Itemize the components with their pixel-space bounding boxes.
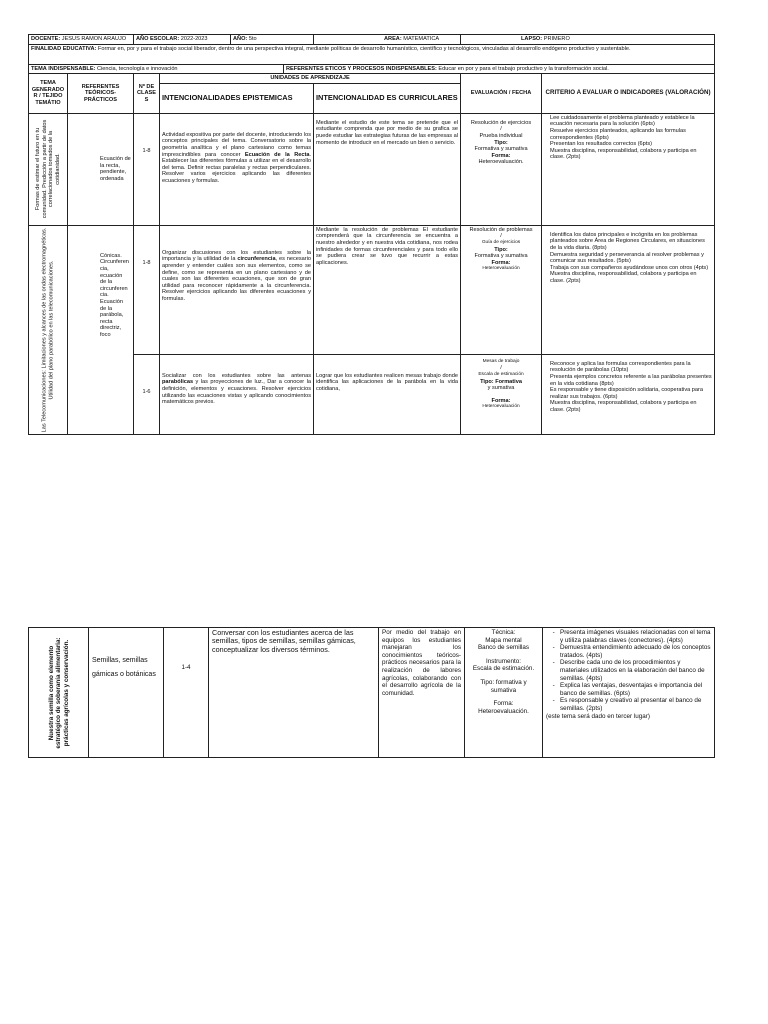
anio-escolar-value: 2022-2023 <box>180 36 208 42</box>
header-row <box>29 35 715 45</box>
eval-tipo: y sumativa <box>487 385 515 392</box>
criterio-item: • Reconoce y aplica las formulas correspondientes para la resolución de parábolas (10pts) <box>550 361 712 374</box>
eval-instrumento: Prueba individual <box>479 132 523 139</box>
eval-separator: / <box>500 365 502 372</box>
finalidad-row <box>29 44 715 64</box>
anio-value: 5to <box>248 36 257 42</box>
referentes-cell: Semillas, semillas gámicas o botánicas <box>89 628 164 758</box>
epistemica-bold: parabólicas <box>162 379 194 386</box>
eval-instrumento: Escala de estimación. <box>472 665 535 673</box>
finalidad-cell <box>29 44 715 64</box>
docente-value: JESUS RAMON ARAUJO <box>61 36 127 42</box>
anio-escolar-label: AÑO ESCOLAR: <box>136 36 180 42</box>
referentes-text: Cónicas. Circunferencia, ecuación de la circunferencia. Ecuación de la parábola, recta directriz, foco <box>100 252 129 338</box>
lapso-value: PRIMERO <box>543 36 570 42</box>
criterio-item: • Trabaja con sus compañeros ayudándose unos con otros (4pts) <box>550 265 712 272</box>
curricular-cell: Lograr que los estudiantes realicen mesas trabajo donde identifica las aplicaciones de la parábola en la vida cotidiana, <box>314 354 461 434</box>
col-curriculares-header: INTENCIONALIDAD ES CURRICULARES <box>314 83 461 113</box>
referentes-eticos-label: REFERENTES ETICOS Y PROCESOS INDISPENSABLES: <box>286 65 437 72</box>
evaluacion-cell <box>461 354 542 434</box>
tema-cell <box>29 113 68 225</box>
criterio-item: - Demuestra entendimiento adecuado de los conceptos tratados. (4pts) <box>560 644 711 659</box>
criterio-list <box>546 629 711 713</box>
eval-tecnica-label: Técnica: <box>491 629 516 636</box>
eval-tecnica: Mesas de trabajo <box>482 358 520 364</box>
epistemica-text: Organizar discusiones con los estudiantes sobre la importancia y la utilidad de la <box>162 249 311 263</box>
referentes-cell <box>68 113 134 225</box>
criterio-cell <box>542 113 715 225</box>
eval-tecnica: Resolución de ejercicios <box>470 119 532 126</box>
eval-forma: Heteroevaluación <box>482 404 520 410</box>
clases-cell: 1-8 <box>134 113 160 225</box>
criterio-item: • Presentan los resultados correctos (6pts) <box>550 141 712 148</box>
referentes-eticos-value: Educar en por y para el trabajo productivo y la transformación social. <box>438 65 609 72</box>
criterio-item: - Explica las ventajas, desventajas e importancia del banco de semillas. (6pts) <box>560 682 711 697</box>
epistemica-bold: circunferencia <box>237 256 276 263</box>
eval-separator: / <box>500 126 502 133</box>
eval-tipo: Tipo: formativa y sumativa <box>480 678 527 694</box>
epistemica-bold: Ecuación de la Recta <box>244 151 310 158</box>
col-evaluacion-header: EVALUACIÓN / FECHA <box>461 74 542 114</box>
docente-cell <box>29 35 134 45</box>
tema-indispensable-label: TEMA INDISPENSABLE: <box>31 65 96 72</box>
epistemica-text-2: y las proyecciones de luz., Dar a conocer la definición, elementos y ecuaciones. Resolver ejercicios utilizando las ecuaciones vistas y aplicando conocimientos matemáticos previos. <box>162 379 311 406</box>
col-clases-header: Nº DE CLASES <box>134 74 160 114</box>
epistemica-text: Actividad expositiva por parte del docente, introduciendo los conceptos principales del tema. Conversatorio sobre la geometría analítica y el plano cartesiano como temas imprescindibles para conocer <box>162 131 311 158</box>
eval-forma: Heteroevaluación. <box>478 159 524 166</box>
criterio-item: - Describe cada uno de los procedimientos y materiales utilizados en la elaboración del banco de semillas. (4pts) <box>560 659 711 682</box>
tema-indispensable-value: Ciencia, tecnología e innovación <box>97 65 178 72</box>
tema-text: Las Telecomunicaciones: Limitaciones y alcances de las ondas electromagnéticas. Utilidad del plano parabólico en las telecomunicaciones. <box>41 227 54 433</box>
eval-forma-label: Forma: <box>491 259 511 266</box>
eval-instrumento: Guía de ejercicios <box>481 239 521 245</box>
eval-tecnica: Resolución de problemas <box>469 226 533 233</box>
referentes-eticos-cell <box>284 64 715 74</box>
eval-tipo-label: Tipo: Formativa <box>480 378 522 385</box>
unidades-header: UNIDADES DE APRENDIZAJE <box>160 74 461 84</box>
area-label: AREA: <box>384 36 402 42</box>
table-row <box>29 225 715 354</box>
anio-cell <box>231 35 314 45</box>
referentes-cell <box>68 225 134 434</box>
tema-indispensable-cell <box>29 64 284 74</box>
eval-tecnica-2: Banco de semillas <box>477 644 530 652</box>
epistemica-text: Socializar con los estudiantes sobre las antenas <box>162 372 311 379</box>
tema-cell <box>29 225 68 434</box>
criterio-nota: (este tema será dado en tercer lugar) <box>546 712 650 720</box>
finalidad-value: Formar en, por y para el trabajo social liberador, dentro de una perspectiva integral, mediante políticas de desarrollo humanístico, científico y tecnológicos, vinculadas al desarrollo endógeno productivo y sustentable. <box>97 45 631 52</box>
curricular-cell: Mediante la resolución de problemas El estudiante comprenderá que la circunferencia se encuentra a nuestro alrededor y en nuestra vida cotidiana, nos rodea infinidades de formas circunferenciales y para todo ello se pudiera crear se tuvo que recurrir a estas aplicaciones. <box>314 225 461 354</box>
criterio-list <box>544 115 712 161</box>
clases-cell: 1-4 <box>164 628 209 758</box>
clases-cell: 1-6 <box>134 354 160 434</box>
criterio-list <box>544 232 712 285</box>
referentes-text: Ecuación de la recta, pendiente, ordenada <box>100 156 131 182</box>
area-value: MATEMATICA <box>403 36 440 42</box>
criterio-cell <box>542 225 715 354</box>
epistemica-cell <box>160 354 314 434</box>
eval-forma-label: Forma: <box>491 397 511 404</box>
eval-tipo-label: Tipo: <box>494 246 508 253</box>
criterio-item: • Demuestra seguridad y perseverancia al resolver problemas y comunicar sus resultados. (5pts) <box>550 252 712 265</box>
evaluacion-cell <box>461 225 542 354</box>
tema-text: Formas de estimar el futuro en tu comunidad. Predicción a partir de datos correlacionados tomados de la cotidianidad. <box>34 120 61 219</box>
criterio-item: • Presenta ejemplos concretos referente a las parábolas presentes en la vida cotidiana (8pts) <box>550 374 712 387</box>
tema-text: Nuestra semilla como elemento estratégico de soberanía alimentaria: prácticas agrícolas y conservación. <box>47 636 70 749</box>
criterio-list <box>544 361 712 414</box>
eval-forma: Heteroevaluación. <box>478 707 529 715</box>
clases-cell: 1-8 <box>134 225 160 354</box>
lapso-cell <box>461 35 715 45</box>
criterio-item: - Presenta imágenes visuales relacionadas con el tema y utiliza palabras claves (conectores). (4pts) <box>560 629 711 644</box>
table-row <box>29 628 715 758</box>
criterio-item: • Es responsable y tiene disposición solidaria, cooperativa para realizar sus trabajos. (6pts) <box>550 387 712 400</box>
criterio-item: • Muestra disciplina, responsabilidad, colabora y participa en clase. (2pts) <box>550 400 712 413</box>
anio-escolar-cell <box>134 35 231 45</box>
lapso-label: LAPSO: <box>521 36 543 42</box>
epistemica-text-2: . Establecer las diferentes fórmulas a utilizar en el desarrollo del tema. Definir rectas paralelas y rectas perpendiculares. Resolver varios ejercicios aplicando las diferentes ecuaciones y formulas. <box>162 151 311 184</box>
eval-instrumento: Escala de estimación <box>478 371 524 377</box>
curricular-cell: Por medio del trabajo en equipos los estudiantes manejaran los conocimientos teóricos-prácticos necesarios para la realización de labores agrícolas, colaborando con el desarrollo agrícola de la comunidad. <box>379 628 465 758</box>
criterio-item: • Resuelve ejercicios planteados, aplicando las formulas correspondientes (6pts) <box>550 128 712 141</box>
criterio-item: • Muestra disciplina, responsabilidad, colabora y participa en clase. (2pts) <box>550 148 712 161</box>
eval-forma-label: Forma: <box>491 152 511 159</box>
planning-table <box>28 34 715 435</box>
tema-cell <box>29 628 89 758</box>
eval-forma: Heteroevaluación <box>482 266 520 272</box>
column-header-row-1 <box>29 74 715 84</box>
curricular-cell: Mediante el estudio de este tema se pretende que el estudiante comprenda que por medio de su grafica se puede estudiar las estrategias futuras de las empresas al momento de introducir en el mercado un bien o servicio. <box>314 113 461 225</box>
eval-separator: / <box>500 233 502 240</box>
table-row <box>29 113 715 225</box>
eval-tipo: Formativa y sumativa <box>474 253 528 260</box>
criterio-item: • Identifica los datos principales e incógnita en los problemas planteados sobre Área de Regiones Circulares, en situaciones de la vida diaria. (8pts) <box>550 232 712 252</box>
epistemica-cell <box>160 113 314 225</box>
col-referentes-header: REFERENTES TEÓRICOS-PRÁCTICOS <box>68 74 134 114</box>
finalidad-label: FINALIDAD EDUCATIVA: <box>31 45 97 52</box>
criterio-cell <box>542 354 715 434</box>
criterio-cell <box>543 628 715 758</box>
tema-indispensable-row <box>29 64 715 74</box>
evaluacion-cell <box>465 628 543 758</box>
criterio-item: • Lee cuidadosamente el problema planteado y establece la ecuación necesaria para la solución (6pts) <box>550 115 712 128</box>
area-cell <box>314 35 461 45</box>
col-epistemicas-header: INTENCIONALIDADES EPISTEMICAS <box>160 83 314 113</box>
epistemica-text-2: , es necesario aprender y entender cuáles son sus elementos, como se define, como se representa en un plano cartesiano y de cuales son las diferentes ecuaciones, que son de gran utilidad para reconocer rápidamente a la circunferencia. Resolver ejercicios aplicando las diferentes ecuaciones y formulas. <box>162 256 311 302</box>
eval-forma-label: Forma: <box>493 700 514 708</box>
criterio-item: - Es responsable y creativo al presentar el banco de semillas. (2pts) <box>560 697 711 712</box>
epistemica-cell: Conversar con los estudiantes acerca de las semillas, tipos de semillas, semillas gámicas, conceptualizar los diversos términos. <box>209 628 379 758</box>
col-tema-header: TEMA GENERADOR / TEJIDO TEMÁTIO <box>29 74 68 114</box>
evaluacion-cell <box>461 113 542 225</box>
docente-label: DOCENTE: <box>31 36 61 42</box>
col-criterio-header: CRITERIO A EVALUAR O INDICADORES (VALORACIÓN) <box>542 74 715 114</box>
semillas-table <box>28 627 715 758</box>
anio-label: AÑO: <box>233 36 248 42</box>
eval-tecnica: Mapa mental <box>485 636 522 644</box>
criterio-item: • Muestra disciplina, responsabilidad, colabora y participa en clase. (2pts) <box>550 271 712 284</box>
eval-tipo-label: Tipo: <box>494 139 508 146</box>
eval-tipo: Formativa y sumativa <box>474 146 528 153</box>
eval-instrumento-label: Instrumento: <box>486 657 521 665</box>
epistemica-cell <box>160 225 314 354</box>
